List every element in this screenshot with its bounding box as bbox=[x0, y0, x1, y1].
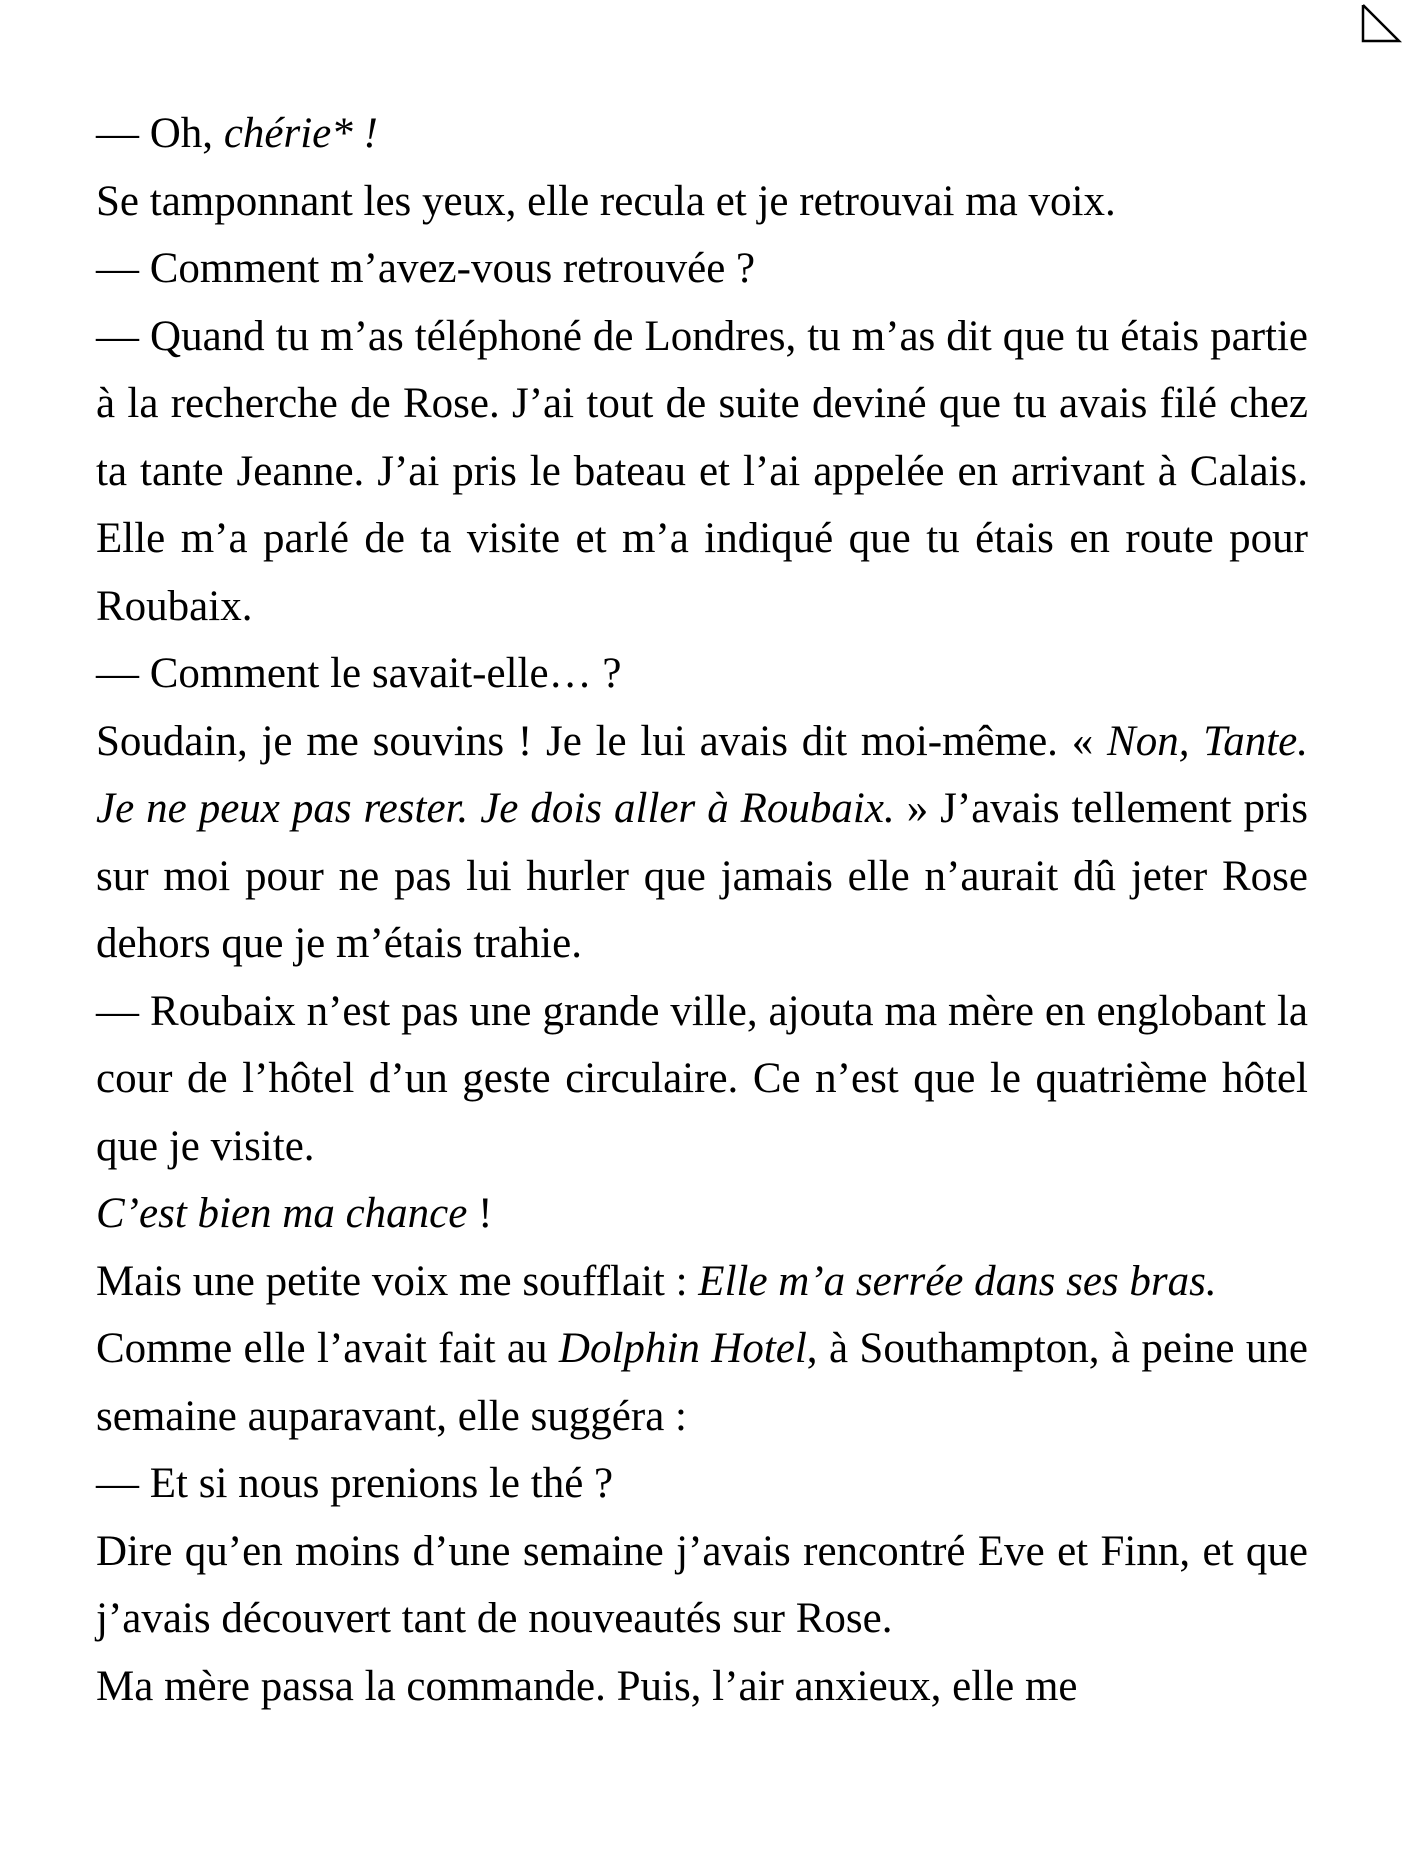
paragraph bbox=[96, 100, 1308, 168]
italic-text-run: Dolphin Hotel bbox=[558, 1325, 807, 1372]
italic-text-run: Non, Tante. Je ne peux pas rester. Je dois aller à Roubaix. bbox=[96, 717, 1309, 832]
paragraph bbox=[96, 1180, 1308, 1248]
italic-text-run: Elle m’a serrée dans ses bras. bbox=[698, 1257, 1217, 1305]
paragraph bbox=[96, 1450, 1308, 1518]
italic-text-run: C’est bien ma chance bbox=[96, 1190, 468, 1237]
text-run: ! bbox=[467, 1190, 493, 1237]
paragraph bbox=[96, 303, 1308, 641]
text-run: — Oh, bbox=[96, 110, 224, 157]
paragraph bbox=[96, 1248, 1308, 1316]
paragraph bbox=[96, 1518, 1308, 1653]
paragraph bbox=[96, 235, 1308, 303]
text-run: » J’avais tellement pris sur moi pour ne pas lui hurler que jamais elle n’aurait dû jeter Rose dehors que je m’étais trahie. bbox=[96, 785, 1308, 967]
text-run: — Roubaix n’est pas une grande ville, ajouta ma mère en englobant la cour de l’hôtel d’un geste circulaire. Ce n’est que le quatrième hôtel que je visite. bbox=[96, 987, 1308, 1170]
paragraph bbox=[96, 1315, 1308, 1450]
paragraph bbox=[96, 168, 1308, 236]
text-run: Ma mère passa la commande. Puis, l’air anxieux, elle me bbox=[96, 1662, 1078, 1710]
paragraph bbox=[96, 640, 1308, 708]
text-run: — Comment m’avez-vous retrouvée ? bbox=[96, 245, 756, 292]
text-run: — Comment le savait-elle… ? bbox=[96, 650, 622, 697]
paragraph bbox=[96, 978, 1308, 1181]
italic-text-run: chérie* ! bbox=[223, 110, 378, 157]
text-run: — Quand tu m’as téléphoné de Londres, tu m’as dit que tu étais partie à la recherche de Rose. J’ai tout de suite deviné que tu avais filé chez ta tante Jeanne. J’ai pris le bateau et l’ai appelée en arrivant à Calais. Elle m’a parlé de ta visite et m’a indiqué que tu étais en route pour Roubaix. bbox=[96, 312, 1308, 630]
text-run: Dire qu’en moins d’une semaine j’avais rencontré Eve et Finn, et que j’avais découvert tant de nouveautés sur Rose. bbox=[96, 1527, 1308, 1642]
paragraph bbox=[96, 1653, 1308, 1721]
text-run: , à Southampton, à peine une semaine auparavant, elle suggéra : bbox=[96, 1325, 1308, 1440]
text-run: Mais une petite voix me soufflait : bbox=[96, 1257, 699, 1305]
text-run: — Et si nous prenions le thé ? bbox=[96, 1460, 614, 1507]
paragraph bbox=[96, 708, 1308, 978]
text-run: Soudain, je me souvins ! Je le lui avais dit moi-même. « bbox=[96, 717, 1108, 765]
book-page-text bbox=[96, 100, 1308, 1720]
page-corner-fold-icon[interactable] bbox=[1356, 0, 1404, 48]
text-run: Se tamponnant les yeux, elle recula et je retrouvai ma voix. bbox=[96, 177, 1116, 225]
text-run: Comme elle l’avait fait au bbox=[96, 1325, 559, 1372]
